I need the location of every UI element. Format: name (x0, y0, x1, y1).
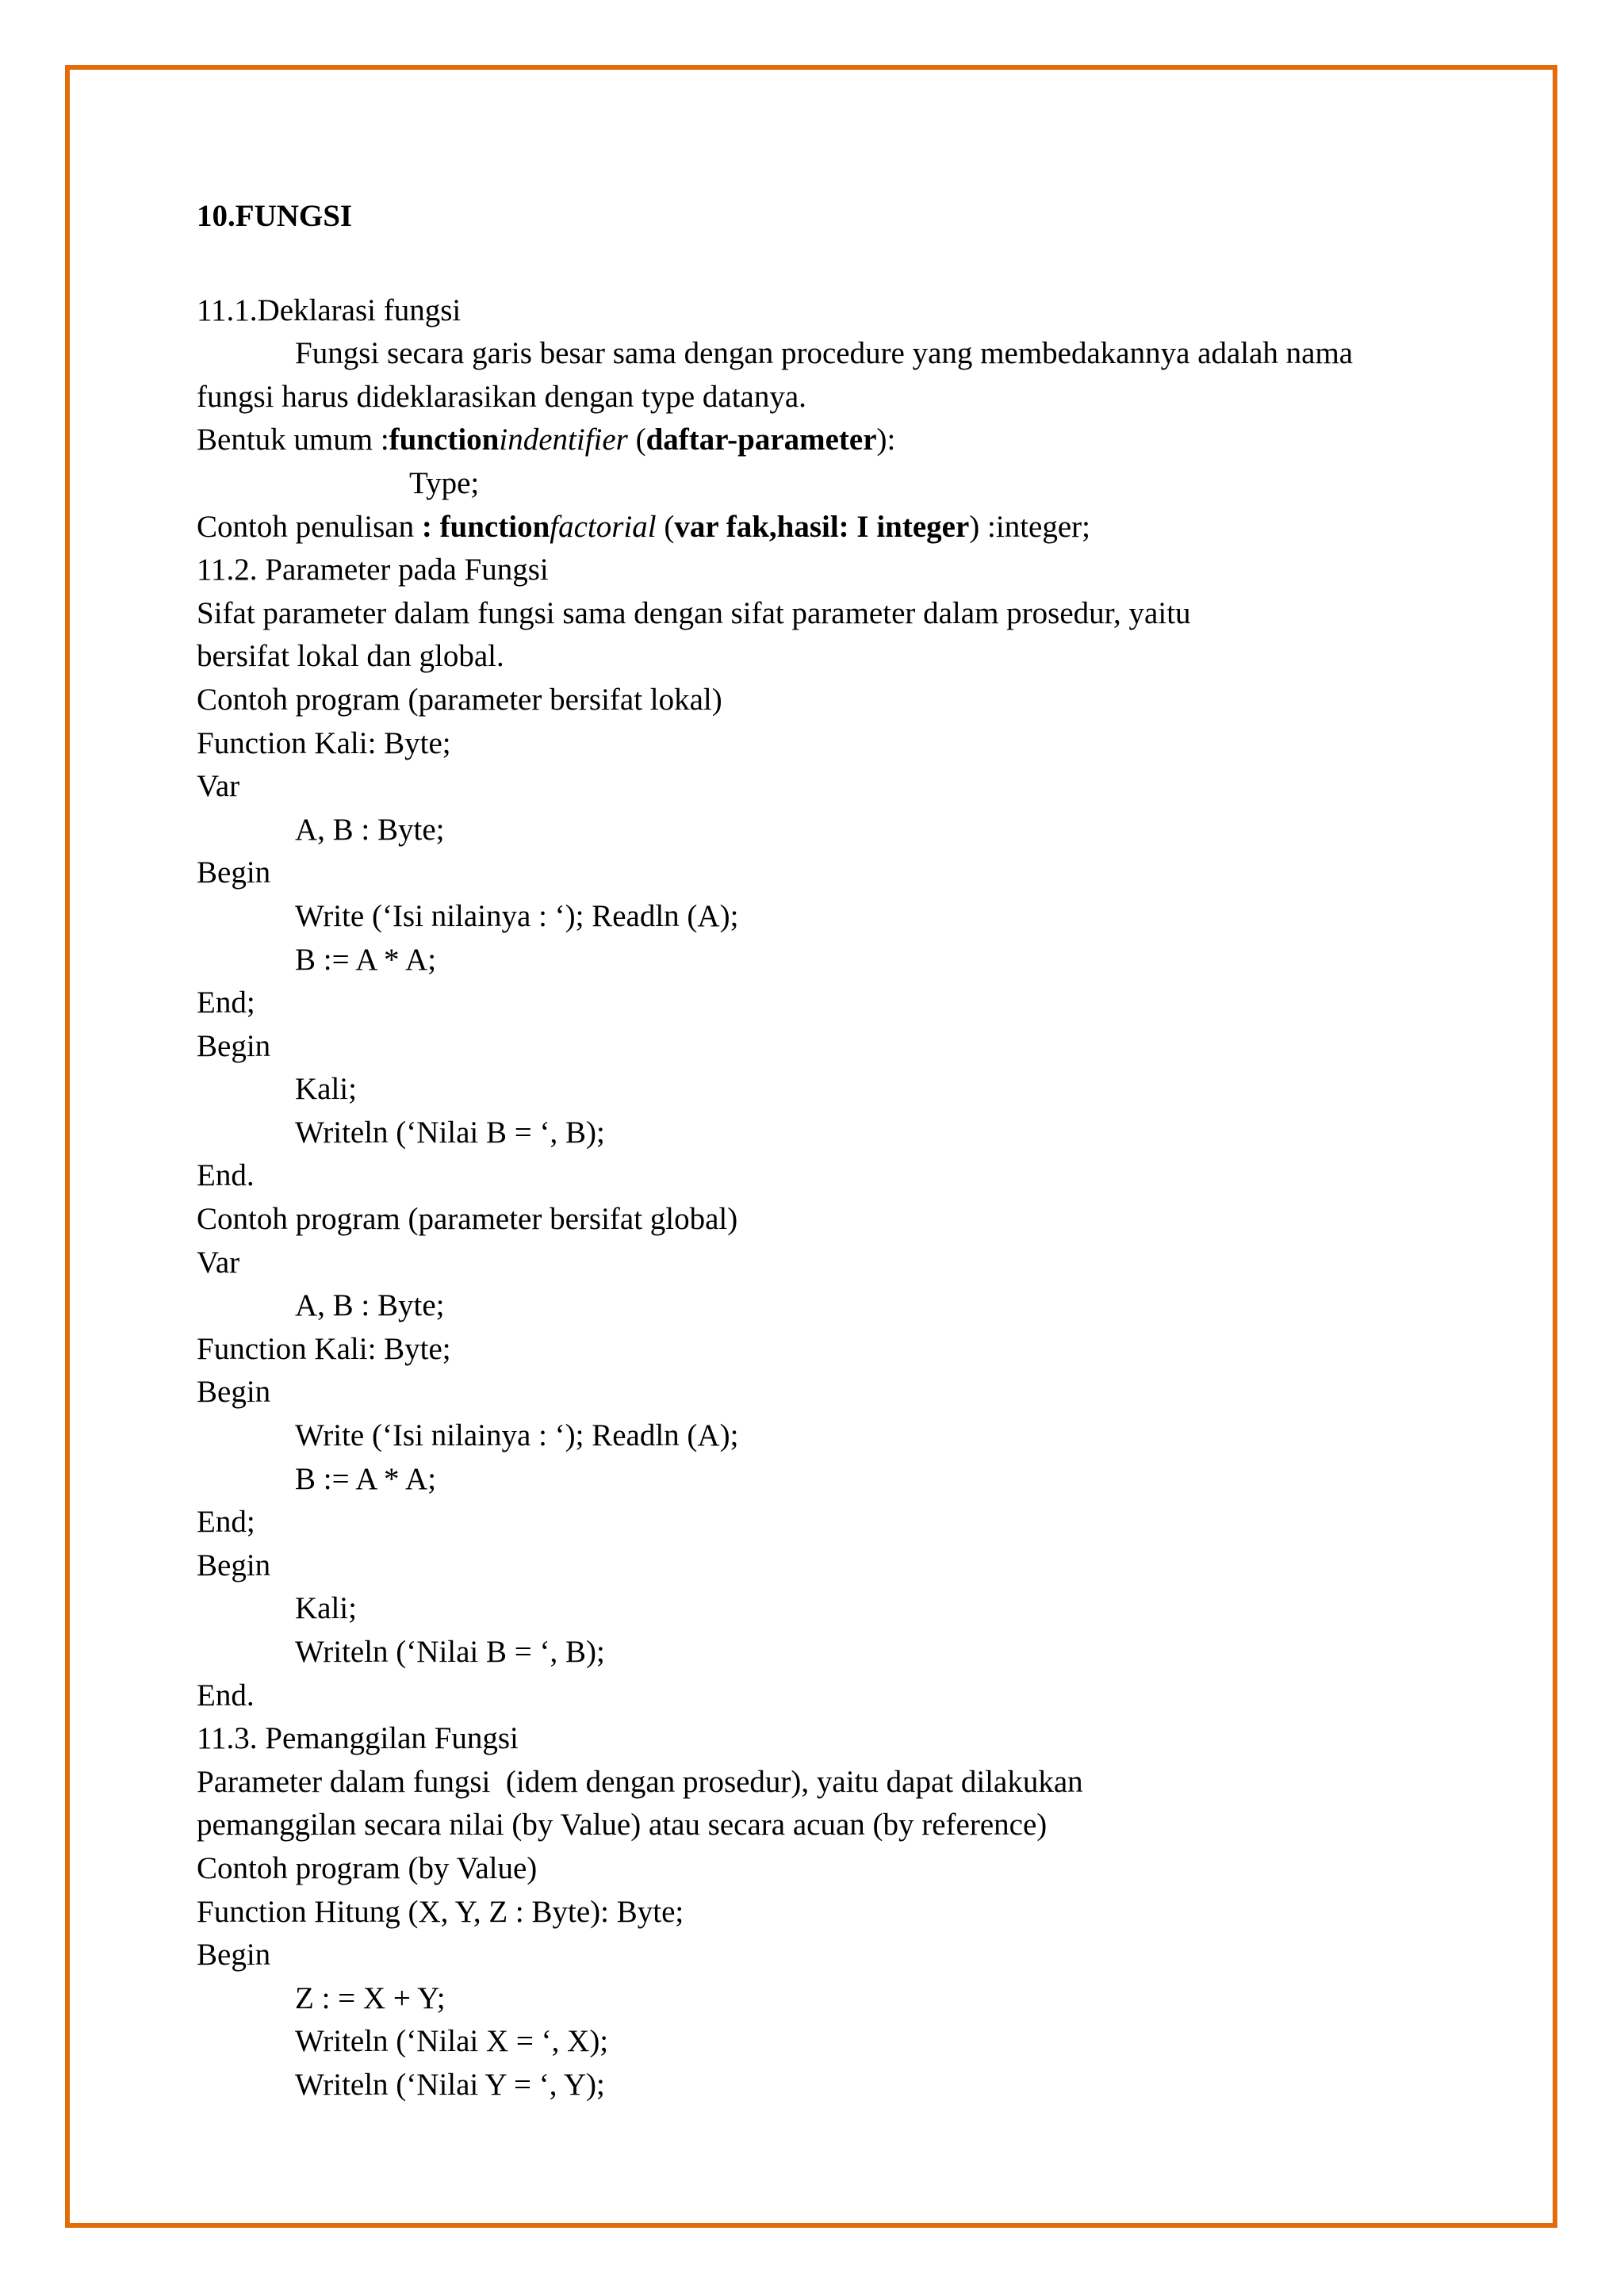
function-name-text: factorial (550, 509, 657, 544)
code-block-lokal (197, 722, 1481, 1199)
code-line: A, B : Byte; (295, 812, 445, 847)
param-list-text: daftar-parameter (645, 423, 877, 457)
paragraph-line: Fungsi secara garis besar sama dengan procedure yang membedakannya adalah nama (295, 336, 1354, 371)
code-line: Begin (197, 1375, 271, 1410)
subsection-heading-parameter: 11.2. Parameter pada Fungsi (197, 553, 549, 587)
syntax-general-form: Bentuk umum :functionindentifier (daftar-parameter): (197, 423, 896, 457)
keyword-function: function (389, 423, 500, 457)
example-prefix: Contoh penulisan (197, 509, 422, 544)
paragraph-line: fungsi harus dideklarasikan dengan type datanya. (197, 379, 806, 414)
example-params-text: var fak,hasil: I integer (674, 509, 970, 544)
code-line: Writeln (‘Nilai X = ‘, X); (295, 2024, 609, 2059)
paragraph-line: pemanggilan secara nilai (by Value) atau secara acuan (by reference) (197, 1808, 1048, 1843)
section-title: 10.FUNGSI (197, 199, 353, 233)
identifier-text: indentifier (499, 423, 628, 457)
code-line: Var (197, 1245, 240, 1280)
code-line: Write (‘Isi nilainya : ‘); Readln (A); (295, 1418, 739, 1453)
code-block-global (197, 1242, 1481, 1718)
code-line: Writeln (‘Nilai Y = ‘, Y); (295, 2067, 605, 2102)
code-line: Begin (197, 1028, 271, 1063)
code-line: Writeln (‘Nilai B = ‘, B); (295, 1115, 605, 1150)
code-line: End. (197, 1678, 255, 1712)
code-line: Function Hitung (X, Y, Z : Byte): Byte; (197, 1894, 684, 1929)
code-line: Kali; (295, 1072, 357, 1107)
code-line: Kali; (295, 1591, 357, 1626)
code-block-by-value (197, 1891, 1481, 2107)
code-line: End; (197, 985, 255, 1020)
subsection-heading-pemanggilan: 11.3. Pemanggilan Fungsi (197, 1721, 519, 1756)
code-line: B := A * A; (295, 942, 437, 977)
syntax-prefix: Bentuk umum : (197, 423, 389, 457)
code-line: Begin (197, 1548, 271, 1582)
code-line: Begin (197, 1938, 271, 1973)
code-line: Function Kali: Byte; (197, 1331, 451, 1366)
paragraph-line: bersifat lokal dan global. (197, 639, 504, 674)
subsection-heading-deklarasi: 11.1.Deklarasi fungsi (197, 293, 462, 327)
code-line: End. (197, 1158, 255, 1193)
syntax-type-line: Type; (409, 465, 480, 500)
document-body (197, 195, 1481, 2107)
code-line: Z : = X + Y; (295, 1980, 446, 2015)
code-line: A, B : Byte; (295, 1288, 445, 1323)
code-line: Writeln (‘Nilai B = ‘, B); (295, 1635, 605, 1669)
example-title-lokal: Contoh program (parameter bersifat lokal) (197, 682, 722, 717)
syntax-example: Contoh penulisan : functionfactorial (var fak,hasil: I integer) :integer; (197, 509, 1090, 544)
code-line: Begin (197, 855, 271, 890)
code-line: Var (197, 769, 240, 804)
code-line: Function Kali: Byte; (197, 725, 451, 760)
example-title-global: Contoh program (parameter bersifat global) (197, 1202, 738, 1237)
code-line: Write (‘Isi nilainya : ‘); Readln (A); (295, 898, 739, 933)
code-line: End; (197, 1505, 255, 1540)
paragraph-line: Sifat parameter dalam fungsi sama dengan sifat parameter dalam prosedur, yaitu (197, 595, 1191, 630)
example-title-by-value: Contoh program (by Value) (197, 1850, 538, 1885)
keyword-function: : function (421, 509, 550, 544)
code-line: B := A * A; (295, 1461, 437, 1496)
paragraph-line: Parameter dalam fungsi (idem dengan prosedur), yaitu dapat dilakukan (197, 1764, 1083, 1799)
